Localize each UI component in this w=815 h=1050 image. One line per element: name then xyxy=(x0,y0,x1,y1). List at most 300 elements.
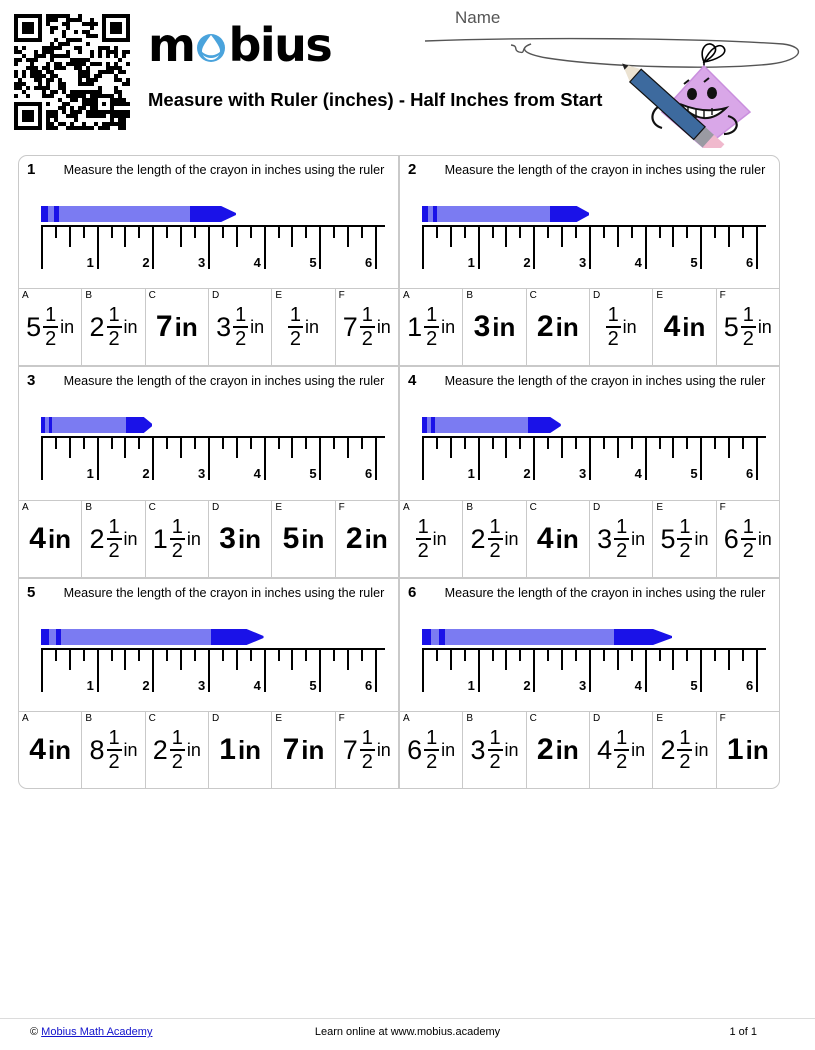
fraction-denominator: 2 xyxy=(361,750,373,773)
answer-whole-number: 7 xyxy=(342,312,358,343)
answer-option-value xyxy=(407,728,455,772)
crayon-tip xyxy=(533,417,561,433)
fraction-denominator: 2 xyxy=(108,539,120,562)
ruler-tick-inch xyxy=(208,436,210,480)
ruler-tick-quarter xyxy=(631,648,633,661)
ruler-diagram xyxy=(41,417,385,487)
question-prompt: Measure the length of the crayon in inches using the ruler xyxy=(63,585,385,600)
answer-unit: in xyxy=(47,734,72,765)
answer-option-B[interactable] xyxy=(463,289,526,365)
ruler-label-4: 4 xyxy=(253,677,261,693)
answer-option-A[interactable] xyxy=(400,501,463,577)
ruler-tick-half xyxy=(617,436,619,458)
crayon-band xyxy=(41,629,49,645)
question-card-1 xyxy=(18,155,399,366)
ruler-tick-half xyxy=(561,436,563,458)
ruler-label-5: 5 xyxy=(309,677,317,693)
answer-option-letter: D xyxy=(592,501,601,513)
ruler-tick-quarter xyxy=(194,648,196,661)
ruler-label-2: 2 xyxy=(523,466,531,482)
answer-fraction xyxy=(488,728,503,772)
answer-option-C[interactable] xyxy=(527,501,590,577)
ruler-tick-quarter xyxy=(166,436,168,449)
answer-unit: in xyxy=(694,739,709,760)
answer-option-value xyxy=(724,305,772,349)
ruler-label-3: 3 xyxy=(578,466,587,482)
answer-unit: in xyxy=(441,739,456,760)
answer-whole-number: 2 xyxy=(345,521,363,555)
mascot-pencil-character xyxy=(600,36,790,148)
answer-fraction xyxy=(107,305,122,349)
ruler-label-3: 3 xyxy=(197,255,206,270)
answer-unit: in xyxy=(186,528,201,549)
answer-option-letter: F xyxy=(338,712,345,724)
question-number: 2 xyxy=(408,161,417,178)
ruler-tick-inch xyxy=(756,225,758,269)
answer-unit: in xyxy=(555,734,579,765)
name-field-label: Name xyxy=(455,8,501,27)
ruler-tick-inch xyxy=(422,225,424,269)
answer-option-letter: D xyxy=(211,501,220,513)
answer-option-A[interactable] xyxy=(400,712,463,788)
answer-option-A[interactable] xyxy=(400,289,463,365)
answer-unit: in xyxy=(123,739,138,760)
answer-option-B[interactable] xyxy=(82,289,145,365)
answer-option-B[interactable] xyxy=(82,712,145,788)
crayon-graphic xyxy=(422,206,589,222)
ruler-tick-half xyxy=(124,436,126,458)
page-header xyxy=(0,0,815,150)
answer-option-E[interactable] xyxy=(653,712,716,788)
answer-option-letter: E xyxy=(275,501,282,513)
ruler-tick-half xyxy=(450,436,452,458)
answer-fraction xyxy=(233,305,248,349)
answer-option-value xyxy=(155,310,198,344)
ruler-label-6: 6 xyxy=(364,466,373,482)
answer-option-value xyxy=(343,305,391,349)
ruler-tick-quarter xyxy=(361,436,363,449)
crayon-graphic xyxy=(41,206,236,222)
footer-page-number: 1 of 1 xyxy=(729,1026,757,1038)
answer-whole-number: 3 xyxy=(470,734,486,765)
ruler-diagram xyxy=(422,206,766,276)
ruler-tick-quarter xyxy=(111,225,113,238)
ruler-tick-half xyxy=(236,225,238,247)
fraction-denominator: 2 xyxy=(171,750,183,773)
fraction-numerator: 1 xyxy=(361,304,373,327)
fraction-denominator: 2 xyxy=(616,750,628,773)
answer-unit: in xyxy=(376,317,391,338)
ruler-tick-inch xyxy=(97,225,99,269)
answer-whole-number: 1 xyxy=(726,732,744,766)
answer-option-letter: F xyxy=(338,290,345,302)
fraction-numerator: 1 xyxy=(679,726,691,749)
brand-logo-suffix: bius xyxy=(228,18,332,72)
answer-option-F[interactable] xyxy=(336,289,398,365)
fraction-denominator: 2 xyxy=(679,539,691,562)
ruler-tick-quarter xyxy=(686,648,688,661)
ruler-diagram xyxy=(422,417,766,487)
answer-whole-number: 2 xyxy=(152,734,168,765)
answer-unit: in xyxy=(757,528,772,549)
answer-option-E[interactable] xyxy=(272,501,335,577)
ruler-tick-inch xyxy=(152,436,154,480)
answer-whole-number: 2 xyxy=(660,734,676,765)
ruler-tick-quarter xyxy=(575,225,577,238)
answer-unit: in xyxy=(745,734,769,765)
answer-option-D[interactable] xyxy=(590,289,653,365)
ruler-label-2: 2 xyxy=(142,466,150,482)
answer-whole-number: 5 xyxy=(26,312,42,343)
answer-option-value xyxy=(473,310,516,344)
answer-option-value xyxy=(345,521,388,555)
fraction-numerator: 1 xyxy=(426,304,438,327)
answer-option-letter: D xyxy=(592,290,601,302)
ruler-tick-quarter xyxy=(138,225,140,238)
answer-option-A[interactable] xyxy=(19,289,82,365)
answer-option-letter: E xyxy=(275,290,282,302)
answer-option-A[interactable] xyxy=(19,501,82,577)
answer-option-F[interactable] xyxy=(717,501,779,577)
ruler-tick-half xyxy=(347,436,349,458)
crayon-body xyxy=(422,417,533,433)
ruler-tick-inch xyxy=(375,648,377,692)
ruler-tick-quarter xyxy=(83,436,85,449)
answer-option-F[interactable] xyxy=(336,501,398,577)
answer-whole-number: 5 xyxy=(723,312,739,343)
ruler-tick-quarter xyxy=(305,648,307,661)
ruler-label-5: 5 xyxy=(690,466,698,482)
answer-fraction xyxy=(677,517,692,561)
ruler-tick-quarter xyxy=(278,436,280,449)
answer-option-value xyxy=(536,732,579,766)
answer-whole-number: 7 xyxy=(342,734,358,765)
ruler-tick-inch xyxy=(208,648,210,692)
crayon-tip xyxy=(219,629,264,645)
question-number: 4 xyxy=(408,372,417,390)
ruler-tick-half xyxy=(180,436,182,458)
ruler-tick-quarter xyxy=(436,436,438,449)
answer-option-letter: B xyxy=(466,712,473,724)
ruler-tick-inch xyxy=(589,225,591,269)
answer-option-value xyxy=(724,517,772,561)
answer-option-E[interactable] xyxy=(653,289,716,365)
ruler-label-3: 3 xyxy=(197,466,206,482)
answer-option-letter: C xyxy=(148,501,156,513)
ruler-label-3: 3 xyxy=(578,255,587,270)
answer-unit: in xyxy=(186,739,201,760)
question-number: 3 xyxy=(27,372,36,390)
ruler-tick-quarter xyxy=(659,225,661,238)
fraction-numerator: 1 xyxy=(108,515,120,538)
crayon-band xyxy=(422,417,427,433)
answer-option-letter: A xyxy=(403,290,410,302)
ruler-tick-half xyxy=(728,225,730,247)
ruler-tick-quarter xyxy=(519,436,521,449)
ruler-label-2: 2 xyxy=(523,677,531,693)
answer-option-D[interactable] xyxy=(209,289,272,365)
question-prompt: Measure the length of the crayon in inches using the ruler xyxy=(63,374,385,389)
ruler-tick-inch xyxy=(589,648,591,692)
answer-whole-number: 1 xyxy=(407,312,423,343)
crayon-graphic xyxy=(422,417,561,433)
answer-unit: in xyxy=(250,317,265,338)
ruler-tick-quarter xyxy=(333,648,335,661)
crayon-tip xyxy=(622,629,672,645)
answer-fraction xyxy=(360,305,375,349)
crayon-tip xyxy=(197,206,236,222)
ruler-tick-quarter xyxy=(222,648,224,661)
ruler-tick-quarter xyxy=(603,436,605,449)
ruler-label-1: 1 xyxy=(86,255,94,270)
ruler-tick-quarter xyxy=(686,225,688,238)
question-prompt: Measure the length of the crayon in inches using the ruler xyxy=(63,163,385,177)
answer-whole-number: 8 xyxy=(89,734,105,765)
ruler-tick-quarter xyxy=(138,648,140,661)
ruler-tick-quarter xyxy=(436,225,438,238)
ruler-tick-quarter xyxy=(631,225,633,238)
fraction-denominator: 2 xyxy=(426,750,438,773)
answer-option-D[interactable] xyxy=(590,501,653,577)
answer-options xyxy=(19,500,398,577)
crayon-band xyxy=(49,417,52,433)
ruler-label-5: 5 xyxy=(309,466,317,482)
ruler-tick-half xyxy=(450,225,452,247)
fraction-numerator: 1 xyxy=(171,515,183,538)
answer-whole-number: 3 xyxy=(473,310,491,344)
mobius-math-academy-link[interactable]: Mobius Math Academy xyxy=(41,1026,153,1038)
ruler-label-6: 6 xyxy=(364,255,373,270)
ruler-tick-quarter xyxy=(83,225,85,238)
answer-option-letter: D xyxy=(211,712,220,724)
question-number: 5 xyxy=(27,583,36,601)
answer-unit: in xyxy=(432,528,447,549)
crayon-body xyxy=(422,206,556,222)
crayon-band xyxy=(41,206,48,222)
ruler-tick-inch xyxy=(533,225,535,269)
answer-whole-number: 5 xyxy=(282,521,300,555)
answer-option-D[interactable] xyxy=(209,712,272,788)
answer-fraction xyxy=(614,728,629,772)
answer-option-value xyxy=(470,517,518,561)
answer-option-letter: F xyxy=(338,501,345,513)
fraction-denominator: 2 xyxy=(607,328,619,351)
answer-option-F[interactable] xyxy=(336,712,398,788)
answer-unit: in xyxy=(631,528,646,549)
ruler-tick-inch xyxy=(422,648,424,692)
ruler-tick-half xyxy=(505,436,507,458)
crayon-graphic xyxy=(422,629,672,645)
ruler-tick-inch xyxy=(41,436,43,480)
answer-option-E[interactable] xyxy=(272,289,335,365)
answer-option-A[interactable] xyxy=(19,712,82,788)
answer-unit: in xyxy=(174,312,198,343)
ruler-tick-quarter xyxy=(714,436,716,449)
ruler xyxy=(41,225,385,273)
ruler-tick-inch xyxy=(319,436,321,480)
answer-option-B[interactable] xyxy=(463,712,526,788)
ruler-label-5: 5 xyxy=(309,255,317,270)
question-number: 1 xyxy=(27,161,36,178)
ruler-tick-quarter xyxy=(714,225,716,238)
fraction-numerator: 1 xyxy=(417,515,429,538)
fraction-numerator: 1 xyxy=(45,304,57,327)
ruler-tick-inch xyxy=(645,648,647,692)
answer-option-B[interactable] xyxy=(82,501,145,577)
fraction-numerator: 1 xyxy=(742,304,754,327)
ruler-tick-quarter xyxy=(278,648,280,661)
ruler-tick-half xyxy=(561,225,563,247)
answer-option-C[interactable] xyxy=(146,501,209,577)
fraction-denominator: 2 xyxy=(616,539,628,562)
answer-option-F[interactable] xyxy=(717,289,779,365)
answer-fraction xyxy=(107,728,122,772)
ruler-tick-quarter xyxy=(519,225,521,238)
answer-fraction xyxy=(107,517,122,561)
ruler-tick-quarter xyxy=(492,436,494,449)
answer-option-E[interactable] xyxy=(653,501,716,577)
ruler-tick-quarter xyxy=(547,225,549,238)
answer-option-letter: B xyxy=(85,712,92,724)
ruler-tick-quarter xyxy=(714,648,716,661)
ruler-tick-quarter xyxy=(547,436,549,449)
fraction-denominator: 2 xyxy=(679,750,691,773)
answer-unit: in xyxy=(441,317,456,338)
ruler-tick-inch xyxy=(375,436,377,480)
answer-option-C[interactable] xyxy=(527,289,590,365)
ruler-tick-inch xyxy=(41,225,43,269)
ruler-tick-half xyxy=(505,648,507,670)
ruler-tick-quarter xyxy=(111,648,113,661)
crayon-band xyxy=(422,206,428,222)
answer-option-letter: E xyxy=(656,712,663,724)
ruler-label-5: 5 xyxy=(690,255,698,270)
answer-option-letter: B xyxy=(466,501,473,513)
ruler-tick-half xyxy=(69,436,71,458)
ruler-tick-inch xyxy=(208,225,210,269)
ruler-tick-quarter xyxy=(138,436,140,449)
answer-option-B[interactable] xyxy=(463,501,526,577)
ruler-tick-quarter xyxy=(305,436,307,449)
answer-whole-number: 5 xyxy=(660,523,676,554)
crayon-graphic xyxy=(41,629,264,645)
ruler-tick-inch xyxy=(422,436,424,480)
answer-option-value xyxy=(282,521,325,555)
answer-unit: in xyxy=(237,523,262,554)
ruler-tick-quarter xyxy=(55,436,57,449)
answer-option-value xyxy=(89,305,137,349)
answer-whole-number: 4 xyxy=(597,734,613,765)
answer-fraction xyxy=(424,305,439,349)
answer-whole-number: 7 xyxy=(155,310,173,344)
answer-option-letter: A xyxy=(403,712,410,724)
ruler-tick-quarter xyxy=(278,225,280,238)
answer-option-letter: C xyxy=(148,290,156,302)
answer-option-value xyxy=(536,310,579,344)
answer-option-value xyxy=(597,728,645,772)
answer-option-value xyxy=(153,728,201,772)
ruler-label-4: 4 xyxy=(253,466,261,482)
ruler-tick-half xyxy=(450,648,452,670)
fraction-numerator: 1 xyxy=(607,304,619,327)
answer-option-F[interactable] xyxy=(717,712,779,788)
ruler-tick-inch xyxy=(533,436,535,480)
answer-option-value xyxy=(288,305,319,349)
fraction-numerator: 1 xyxy=(108,726,120,749)
answer-option-value xyxy=(216,305,264,349)
answer-unit: in xyxy=(304,317,319,338)
question-card-6 xyxy=(399,578,780,789)
fraction-numerator: 1 xyxy=(616,515,628,538)
ruler xyxy=(422,436,766,484)
answer-option-C[interactable] xyxy=(146,712,209,788)
answer-option-D[interactable] xyxy=(209,501,272,577)
ruler-diagram xyxy=(41,629,385,699)
answer-option-value xyxy=(536,521,579,555)
answer-unit: in xyxy=(504,528,519,549)
answer-whole-number: 3 xyxy=(219,521,236,555)
answer-unit: in xyxy=(622,317,637,338)
answer-fraction xyxy=(43,305,58,349)
fraction-denominator: 2 xyxy=(742,539,754,562)
answer-option-letter: E xyxy=(275,712,282,724)
answer-unit: in xyxy=(47,523,72,554)
answer-option-letter: F xyxy=(719,290,726,302)
page-footer xyxy=(0,1018,815,1049)
ruler-tick-half xyxy=(672,648,674,670)
answer-option-D[interactable] xyxy=(590,712,653,788)
ruler-tick-inch xyxy=(319,225,321,269)
answer-option-letter: C xyxy=(148,712,156,724)
ruler-tick-quarter xyxy=(464,225,466,238)
answer-option-C[interactable] xyxy=(146,289,209,365)
answer-unit: in xyxy=(504,739,519,760)
ruler-tick-quarter xyxy=(519,648,521,661)
ruler-tick-half xyxy=(728,648,730,670)
fraction-numerator: 1 xyxy=(742,515,754,538)
answer-option-C[interactable] xyxy=(527,712,590,788)
ruler-label-3: 3 xyxy=(197,677,206,693)
ruler-tick-inch xyxy=(264,436,266,480)
answer-option-letter: A xyxy=(403,501,410,513)
ruler-tick-quarter xyxy=(166,648,168,661)
answer-unit: in xyxy=(123,528,138,549)
answer-option-value xyxy=(416,517,447,561)
ruler-tick-quarter xyxy=(361,648,363,661)
ruler xyxy=(41,436,385,484)
ruler-tick-quarter xyxy=(742,225,744,238)
answer-fraction xyxy=(741,305,756,349)
answer-option-E[interactable] xyxy=(272,712,335,788)
ruler-tick-quarter xyxy=(333,436,335,449)
ruler-tick-quarter xyxy=(436,648,438,661)
ruler-tick-half xyxy=(617,225,619,247)
answer-fraction xyxy=(170,517,185,561)
ruler-tick-quarter xyxy=(250,225,252,238)
crayon-band xyxy=(54,206,58,222)
question-prompt: Measure the length of the crayon in inches using the ruler xyxy=(444,585,766,600)
crayon-body xyxy=(41,417,130,433)
ruler-label-6: 6 xyxy=(745,677,754,693)
ruler-tick-half xyxy=(180,648,182,670)
brand-droplet-icon xyxy=(194,30,228,64)
fraction-denominator: 2 xyxy=(289,328,302,351)
fraction-numerator: 1 xyxy=(489,515,501,538)
answer-whole-number: 3 xyxy=(597,523,613,554)
answer-options xyxy=(400,288,779,365)
ruler-tick-inch xyxy=(478,436,480,480)
ruler-tick-quarter xyxy=(603,648,605,661)
